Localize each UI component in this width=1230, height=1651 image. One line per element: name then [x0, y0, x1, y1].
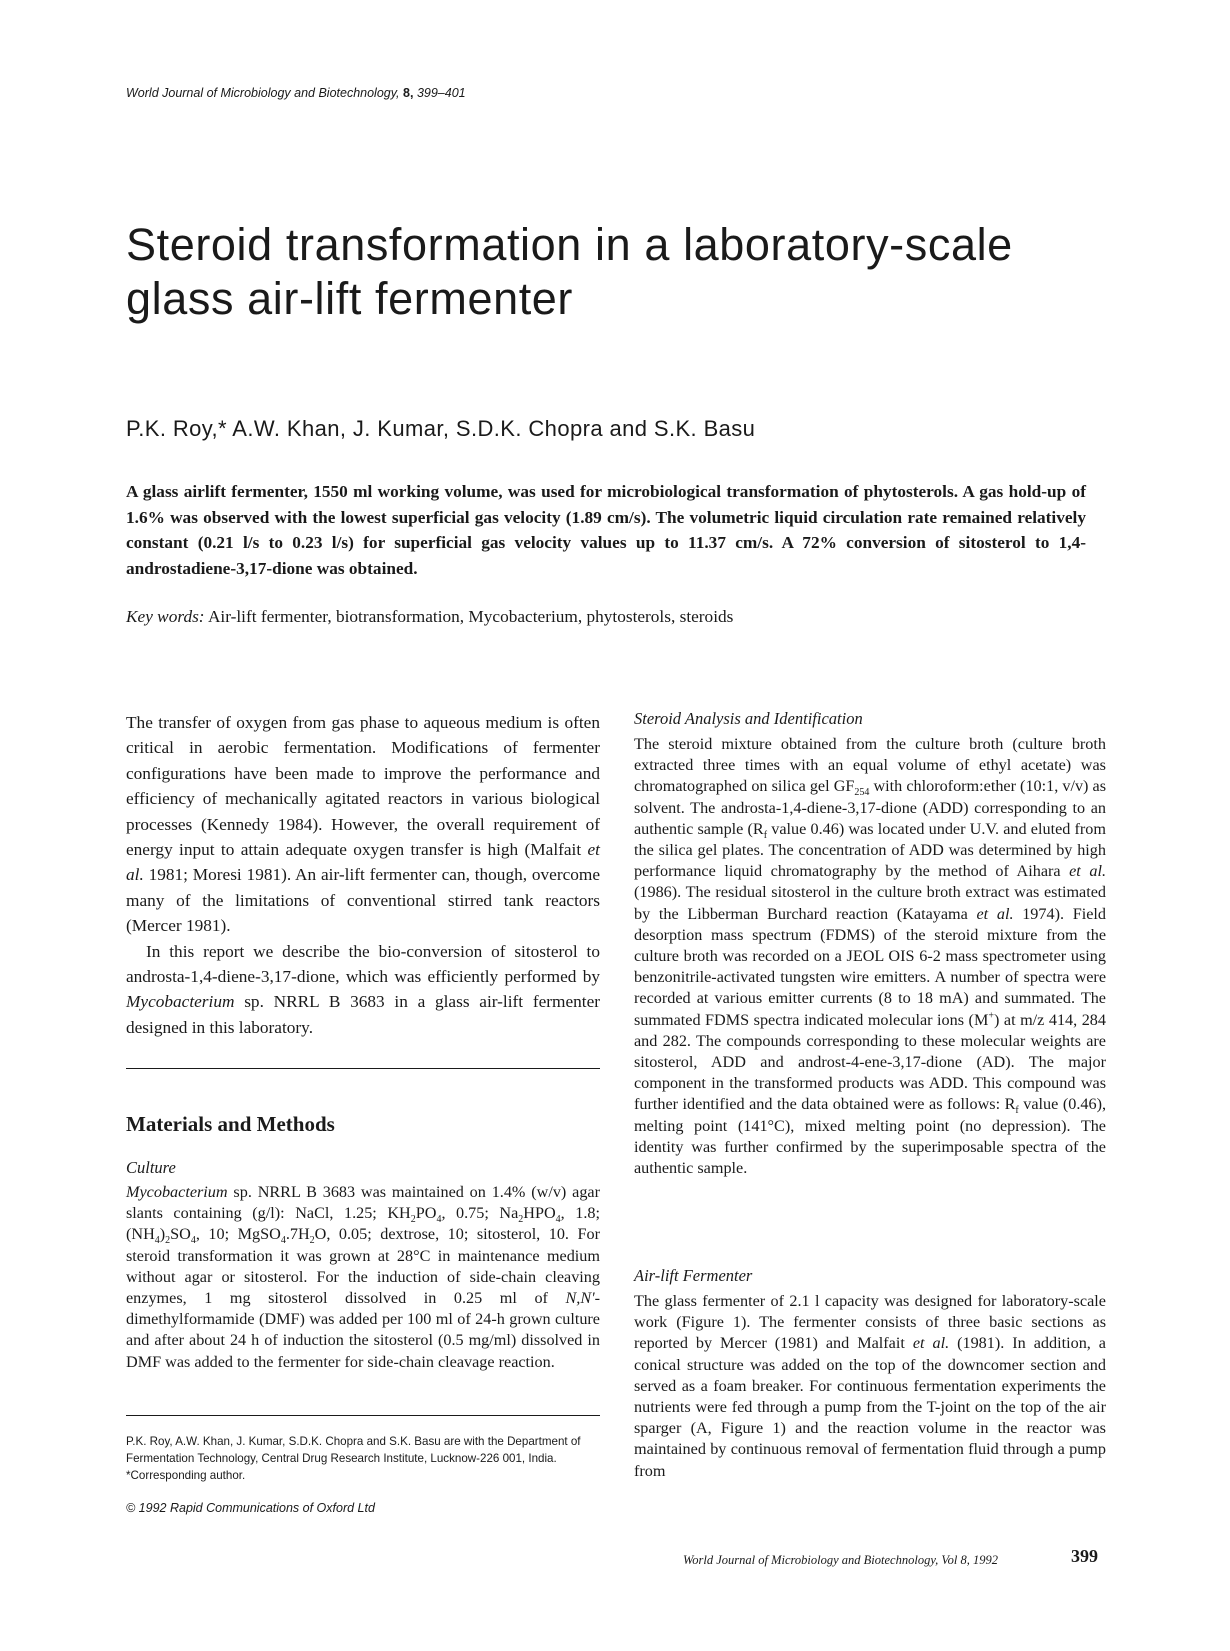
- introduction: [126, 710, 600, 1040]
- sa-sub-3: f: [1015, 1105, 1019, 1117]
- culture-dmf-prefix: N,N': [565, 1289, 595, 1308]
- article-title: Steroid transformation in a laboratory-scale glass air-lift fermenter: [126, 219, 1013, 324]
- culture-sub-8: 4: [280, 1235, 286, 1247]
- culture-text-7: SO: [170, 1225, 191, 1244]
- sa-text-1: The steroid mixture obtained from the culture broth (culture broth extracted three times with an equal volume of ethyl acetate) was chromatographed on silica gel GF: [634, 735, 1106, 796]
- intro-p2-organism: Mycobacterium: [126, 992, 235, 1012]
- culture-sub-4: 4: [555, 1214, 561, 1226]
- sa-text-7: value (0.46), melting point (141°C), mixed melting point (no depression). The identity was further confirmed by the superimposable spectra of the authentic sample.: [634, 1095, 1107, 1178]
- culture-text-8: , 10; MgSO: [195, 1225, 281, 1244]
- culture-sub-6: 2: [165, 1235, 171, 1247]
- culture-text-1: sp. NRRL B 3683 was maintained on 1.4% (w/v) agar slants containing (g/l): NaCl, 1.25; KH: [126, 1183, 600, 1223]
- culture-text-9: .7H: [285, 1225, 310, 1244]
- running-head-volume: 8,: [403, 86, 414, 100]
- culture-sub-7: 4: [190, 1235, 196, 1247]
- sa-text-6: ) at m/z 414, 284 and 282. The compounds corresponding to these molecular weights are sitosterol, ADD and androst-4-ene-3,17-dione (AD). The major component in the transformed products was ADD. This compound was further identified and the data obtained were as follows: R: [634, 1010, 1106, 1114]
- subheading-airlift-fermenter: Air-lift Fermenter: [634, 1266, 753, 1285]
- sa-etal-1: et al.: [1069, 862, 1106, 881]
- af-etal: et al.: [912, 1334, 950, 1353]
- running-head-pages: 399–401: [416, 86, 466, 100]
- af-text-2: (1981). In addition, a conical structure was added on the top of the downcomer section and served as a foam breaker. For continuous fermentation experiments the nutrients were fed through a pump from the T-joint on the top of the air sparger (A, Figure 1) and the reaction volume in the reactor was maintained by continuous removal of fermentation fluid through a pump from: [634, 1334, 1106, 1480]
- copyright-notice: © 1992 Rapid Communications of Oxford Ltd: [126, 1501, 375, 1515]
- keywords-label: Key words:: [126, 607, 205, 626]
- af-text-1: The glass fermenter of 2.1 l capacity was designed for laboratory-scale work (Figure 1). The fermenter consists of three basic sections as reported by Mercer (1981) and Malfait: [634, 1292, 1106, 1353]
- steroid-analysis-paragraph: [634, 734, 1106, 1179]
- keywords-text: Air-lift fermenter, biotransformation, Mycobacterium, phytosterols, steroids: [207, 607, 734, 626]
- sa-text-3: value 0.46) was located under U.V. and eluted from the silica gel plates. The concentration of ADD was determined by high performance liquid chromatography by the method of Aihara: [634, 819, 1106, 881]
- sa-etal-2: et al.: [976, 904, 1014, 923]
- sa-text-2: with chloroform:ether (10:1, v/v) as solvent. The androsta-1,4-diene-3,17-dione (ADD) corresponding to an authentic sample (R: [634, 777, 1106, 838]
- abstract: A glass airlift fermenter, 1550 ml working volume, was used for microbiological transformation of phytosterols. A gas hold-up of 1.6% was observed with the lowest superficial gas velocity (1.89 cm/s). The volumetric liquid circulation rate remained relatively constant (0.21 l/s to 0.23 l/s) for superficial gas velocity values up to 11.37 cm/s. A 72% conversion of sitosterol to 1,4-androstadiene-3,17-dione was obtained.: [126, 482, 1086, 578]
- sa-sub-2: f: [763, 830, 768, 842]
- author-affiliation-footnote: P.K. Roy, A.W. Khan, J. Kumar, S.D.K. Chopra and S.K. Basu are with the Department of Fermentation Technology, Central Drug Research Institute, Lucknow-226 001, India. *Corresponding author.: [126, 1435, 581, 1482]
- culture-sub-5: 4: [154, 1235, 160, 1247]
- running-head-journal: World Journal of Microbiology and Biotechnology,: [126, 86, 400, 100]
- subheading-steroid-analysis: Steroid Analysis and Identification: [634, 709, 863, 728]
- culture-text-10: O, 0.05; dextrose, 10; sitosterol, 10. For steroid transformation it was grown at 28°C in maintenance medium without agar or sitosterol. For the induction of side-chain cleaving enzymes, 1 mg sitosterol dissolved in 0.25 ml of: [126, 1225, 600, 1308]
- intro-p2-text-a: In this report we describe the bio-conversion of sitosterol to androsta-1,4-diene-3,17-dione, which was efficiently performed by: [126, 941, 600, 987]
- intro-p1-text-b: 1981; Moresi 1981). An air-lift fermenter can, though, overcome many of the limitations of conventional stirred tank reactors (Mercer 1981).: [126, 865, 600, 936]
- section-heading-materials-methods: Materials and Methods: [126, 1112, 335, 1136]
- culture-text-11: -dimethylformamide (DMF) was added per 100 ml of 24-h grown culture and after about 24 h of induction the sitosterol (0.5 mg/ml) dissolved in DMF was added to the fermenter for side-chain cleavage reaction.: [126, 1289, 600, 1371]
- page-number: 399: [1071, 1546, 1098, 1566]
- section-divider: [126, 1068, 600, 1069]
- sa-text-4: (1986). The residual sitosterol in the culture broth extract was estimated by the Libberman Burchard reaction (Katayama: [634, 883, 1106, 923]
- intro-paragraph-1: [126, 710, 600, 939]
- footer-journal: World Journal of Microbiology and Biotechnology, Vol 8, 1992: [683, 1553, 999, 1567]
- culture-organism: Mycobacterium: [126, 1183, 228, 1201]
- keywords: [126, 607, 1086, 627]
- culture-text-2: PO: [415, 1204, 437, 1223]
- running-head: [126, 86, 466, 100]
- airlift-fermenter-paragraph: [634, 1291, 1106, 1482]
- sa-sub-1: 254: [854, 787, 870, 799]
- culture-text-3: , 0.75; Na: [441, 1204, 519, 1223]
- culture-sub-1: 2: [410, 1214, 416, 1226]
- culture-text-5: , 1.8; (NH: [126, 1204, 600, 1244]
- intro-p1-etal: et al.: [126, 840, 600, 885]
- sa-sup-1: +: [988, 1010, 994, 1022]
- culture-sub-2: 4: [436, 1214, 442, 1226]
- intro-paragraph-2: [126, 939, 600, 1041]
- intro-p2-text-b: sp. NRRL B 3683 in a glass air-lift fermenter designed in this laboratory.: [126, 992, 600, 1037]
- author-list: P.K. Roy,* A.W. Khan, J. Kumar, S.D.K. Chopra and S.K. Basu: [126, 416, 756, 441]
- culture-sub-3: 2: [518, 1214, 524, 1226]
- culture-sub-9: 2: [309, 1235, 315, 1247]
- sa-text-5: 1974). Field desorption mass spectrum (FDMS) of the steroid mixture from the culture broth was recorded on a JEOL OIS 6-2 mass spectrometer using benzonitrile-activated tungsten wire emitters. A number of spectra were recorded at various emitter currents (8 to 18 mA) and summated. The summated FDMS spectra indicated molecular ions (M: [634, 904, 1106, 1029]
- intro-p1-text-a: The transfer of oxygen from gas phase to aqueous medium is often critical in aerobic fermentation. Modifications of fermenter configurations have been made to improve the performance and efficiency of mechanically agitated reactors in various biological processes (Kennedy 1984). However, the overall requirement of energy input to attain adequate oxygen transfer is high (Malfait: [126, 713, 600, 860]
- culture-text-6: ): [159, 1225, 166, 1244]
- footnote-divider: [126, 1415, 600, 1416]
- culture-paragraph: [126, 1182, 600, 1373]
- subheading-culture: Culture: [126, 1158, 176, 1177]
- culture-text-4: HPO: [523, 1204, 556, 1223]
